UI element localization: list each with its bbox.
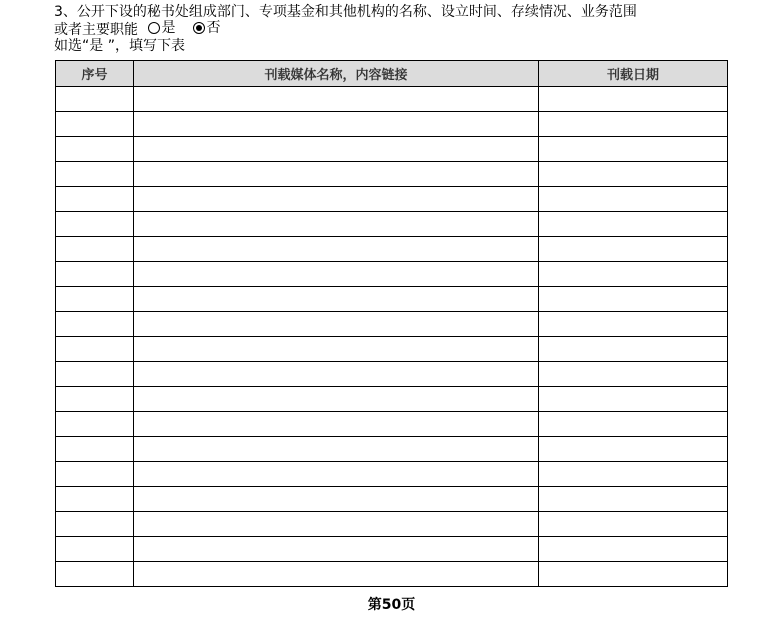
table-row [56,412,728,437]
cell-media-name-link[interactable] [134,87,539,112]
cell-serial-number[interactable] [56,312,134,337]
cell-media-name-link[interactable] [134,137,539,162]
cell-publish-date[interactable] [539,337,728,362]
cell-publish-date[interactable] [539,562,728,587]
cell-serial-number[interactable] [56,112,134,137]
table-row [56,512,728,537]
page-number: 第50页 [367,597,416,613]
cell-publish-date[interactable] [539,87,728,112]
header-media-name-link: 刊载媒体名称，内容链接 [134,61,539,87]
instruction-text: 如选“是 ”，填写下表 [54,38,185,54]
cell-serial-number[interactable] [56,537,134,562]
cell-publish-date[interactable] [539,462,728,487]
question-block [54,4,734,54]
cell-media-name-link[interactable] [134,387,539,412]
disclosure-table [55,60,728,587]
table-row [56,562,728,587]
cell-media-name-link[interactable] [134,112,539,137]
cell-publish-date[interactable] [539,312,728,337]
cell-publish-date[interactable] [539,137,728,162]
cell-serial-number[interactable] [56,412,134,437]
cell-media-name-link[interactable] [134,237,539,262]
cell-publish-date[interactable] [539,112,728,137]
radio-yes[interactable] [148,22,160,34]
cell-publish-date[interactable] [539,537,728,562]
table-row [56,262,728,287]
cell-publish-date[interactable] [539,287,728,312]
cell-serial-number[interactable] [56,487,134,512]
table-row [56,237,728,262]
cell-publish-date[interactable] [539,412,728,437]
cell-media-name-link[interactable] [134,412,539,437]
cell-media-name-link[interactable] [134,462,539,487]
table-row [56,312,728,337]
option-no-label: 否 [206,20,221,36]
cell-media-name-link[interactable] [134,487,539,512]
cell-serial-number[interactable] [56,87,134,112]
header-publish-date: 刊载日期 [539,61,728,87]
option-yes-label: 是 [161,20,176,36]
option-yes[interactable] [148,20,175,36]
cell-publish-date[interactable] [539,237,728,262]
table-row [56,287,728,312]
cell-serial-number[interactable] [56,237,134,262]
question-text: 3、公开下设的秘书处组成部门、专项基金和其他机构的名称、设立时间、存续情况、业务范围 [54,4,637,20]
yes-no-radio-group [148,20,220,36]
cell-media-name-link[interactable] [134,312,539,337]
cell-serial-number[interactable] [56,362,134,387]
table-header-row [56,61,728,87]
cell-media-name-link[interactable] [134,162,539,187]
table-row [56,387,728,412]
cell-media-name-link[interactable] [134,262,539,287]
cell-serial-number[interactable] [56,337,134,362]
option-no[interactable] [193,20,220,36]
cell-publish-date[interactable] [539,262,728,287]
radio-no[interactable] [193,22,205,34]
cell-publish-date[interactable] [539,512,728,537]
cell-publish-date[interactable] [539,162,728,187]
cell-media-name-link[interactable] [134,512,539,537]
table-row [56,162,728,187]
cell-publish-date[interactable] [539,212,728,237]
cell-media-name-link[interactable] [134,287,539,312]
table-row [56,137,728,162]
cell-media-name-link[interactable] [134,562,539,587]
table-row [56,212,728,237]
cell-media-name-link[interactable] [134,437,539,462]
cell-serial-number[interactable] [56,387,134,412]
cell-serial-number[interactable] [56,437,134,462]
cell-media-name-link[interactable] [134,212,539,237]
cell-publish-date[interactable] [539,362,728,387]
question-text-continued [54,20,734,38]
cell-serial-number[interactable] [56,137,134,162]
cell-serial-number[interactable] [56,162,134,187]
cell-media-name-link[interactable] [134,362,539,387]
table-row [56,337,728,362]
cell-serial-number[interactable] [56,212,134,237]
cell-serial-number[interactable] [56,287,134,312]
cell-publish-date[interactable] [539,387,728,412]
table-row [56,87,728,112]
table-row [56,362,728,387]
table-row [56,437,728,462]
cell-serial-number[interactable] [56,187,134,212]
cell-media-name-link[interactable] [134,537,539,562]
table-row [56,112,728,137]
table-body [56,87,728,587]
cell-serial-number[interactable] [56,562,134,587]
question-text-tail: 或者主要职能 [54,22,138,38]
header-serial-number: 序号 [56,61,134,87]
cell-media-name-link[interactable] [134,187,539,212]
table-row [56,187,728,212]
cell-media-name-link[interactable] [134,337,539,362]
cell-serial-number[interactable] [56,512,134,537]
cell-serial-number[interactable] [56,462,134,487]
cell-serial-number[interactable] [56,262,134,287]
cell-publish-date[interactable] [539,187,728,212]
cell-publish-date[interactable] [539,437,728,462]
table-row [56,537,728,562]
table-row [56,487,728,512]
table-row [56,462,728,487]
cell-publish-date[interactable] [539,487,728,512]
